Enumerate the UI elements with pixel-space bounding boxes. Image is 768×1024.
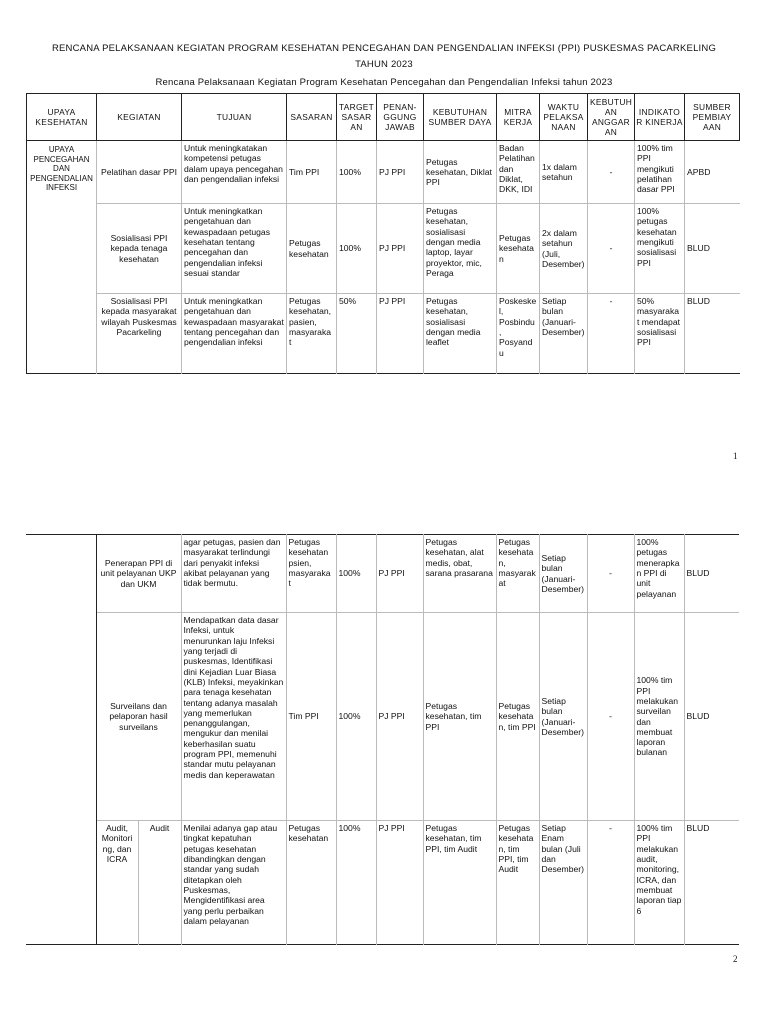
table-row xyxy=(26,613,739,821)
table-row xyxy=(26,535,739,613)
document-subtitle: Rencana Pelaksanaan Kegiatan Program Kesehatan Pencegahan dan Pengendalian Infeksi tahun 2023 xyxy=(155,77,613,88)
sumber-daya-cell: Petugas kesehatan, sosialisasi dengan media laptop, layar proyektor, mic, Peraga xyxy=(424,204,497,294)
table-row xyxy=(26,821,739,945)
document-year: TAHUN 2023 xyxy=(355,59,413,70)
tujuan-cell: Mendapatkan data dasar Infeksi, untuk menurunkan laju Infeksi yang terjadi di puskesmas, Identifikasi dini Kejadian Luar Biasa (KLB) Infeksi, meyakinkan para tenaga kesehatan tentang adanya masalah yang memerlukan penanggulangan, mengukur dan menilai keberhasilan suatu program PPI, memenuhi standar mutu pelayanan medis dan keperawatan xyxy=(181,613,286,821)
kegiatan-cell: Sosialisasi PPI kepada tenaga kesehatan xyxy=(97,204,182,294)
sasaran-cell: Petugas kesehatan xyxy=(286,821,336,945)
target-cell: 100% xyxy=(336,613,376,821)
sumber-daya-cell: Petugas kesehatan, tim PPI, tim Audit xyxy=(423,821,496,945)
col-header-mitra-kerja: MITRA KERJA xyxy=(497,94,540,141)
sumber-cell: APBD xyxy=(685,141,740,204)
tujuan-cell: agar petugas, pasien dan masyarakat terlindungi dari penyakit infeksi akibat pelayanan yang tidak bermutu. xyxy=(181,535,286,613)
document-title: RENCANA PELAKSANAAN KEGIATAN PROGRAM KESEHATAN PENCEGAHAN DAN PENGENDALIAN INFEKSI (PPI) PUSKESMAS PACARKELING xyxy=(51,43,717,54)
sumber-cell: BLUD xyxy=(684,821,739,945)
sasaran-cell: Petugas kesehatan xyxy=(287,204,337,294)
kegiatan-cell: Penerapan PPI di unit pelayanan UKP dan UKM xyxy=(96,535,181,613)
kegiatan-cell: Surveilans dan pelaporan hasil surveilans xyxy=(96,613,181,821)
sumber-cell: BLUD xyxy=(685,204,740,294)
mitra-cell: Petugas kesehata n, tim PPI, tim Audit xyxy=(496,821,539,945)
mitra-cell: Poskeske l, Posbindu, Posyandu xyxy=(497,294,540,374)
kegiatan-cell: Sosialisasi PPI kepada masyarakat wilayah Puskesmas Pacarkeling xyxy=(97,294,182,374)
col-header-waktu: WAKTU PELAKSA NAAN xyxy=(540,94,588,141)
pj-cell: PJ PPI xyxy=(376,613,423,821)
upaya-label: UPAYA PENCEGAHAN DAN PENGENDALIAN INFEKSI xyxy=(30,145,93,193)
pj-cell: PJ PPI xyxy=(377,204,424,294)
waktu-cell: Setiap bulan (Januari-Desember) xyxy=(539,613,587,821)
waktu-cell: Setiap bulan (Januari-Desember) xyxy=(539,535,587,613)
mitra-cell: Petugas kesehata n, tim PPI xyxy=(496,613,539,821)
col-header-upaya: UPAYA KESEHATAN xyxy=(27,94,97,141)
tujuan-cell: Untuk meningkatkan pengetahuan dan kewaspadaan masyarakat tentang pencegahan dan pengendalian infeksi xyxy=(182,294,287,374)
kegiatan-group-cell: Audit, Monitori ng, dan ICRA xyxy=(96,821,138,945)
pj-cell: PJ PPI xyxy=(376,535,423,613)
col-header-sasaran: SASARAN xyxy=(287,94,337,141)
sasaran-cell: Petugas kesehatan psien, masyaraka t xyxy=(286,535,336,613)
target-cell: 100% xyxy=(337,204,377,294)
anggaran-cell: - xyxy=(588,204,635,294)
target-cell: 100% xyxy=(336,535,376,613)
indikator-cell: 100% petugas kesehatan mengikuti sosialisasi PPI xyxy=(635,204,685,294)
mitra-cell: Petugas kesehata n xyxy=(497,204,540,294)
sasaran-cell: Petugas kesehatan, pasien, masyaraka t xyxy=(287,294,337,374)
sasaran-cell: Tim PPI xyxy=(286,613,336,821)
sumber-daya-cell: Petugas kesehatan, Diklat PPI xyxy=(424,141,497,204)
tujuan-cell: Menilai adanya gap atau tingkat kepatuhan petugas kesehatan dibandingkan dengan standar yang sudah ditetapkan oleh Puskesmas, Mengidentifikasi area yang perlu perbaikan dalam pelayanan xyxy=(181,821,286,945)
sasaran-cell: Tim PPI xyxy=(287,141,337,204)
col-header-kebutuhan-sumber-daya: KEBUTUHAN SUMBER DAYA xyxy=(424,94,497,141)
table-row xyxy=(27,204,740,294)
anggaran-cell: - xyxy=(588,141,635,204)
anggaran-cell: - xyxy=(587,821,634,945)
indikator-cell: 100% tim PPI melakukan surveilan dan membuat laporan bulanan xyxy=(634,613,684,821)
indikator-cell: 50% masyaraka t mendapat sosialisasi PPI xyxy=(635,294,685,374)
page-number: 2 xyxy=(733,954,738,964)
sumber-daya-cell: Petugas kesehatan, sosialisasi dengan media leaflet xyxy=(424,294,497,374)
waktu-cell: 2x dalam setahun (Juli, Desember) xyxy=(540,204,588,294)
col-header-penanggung-jawab: PENAN- GGUNG JAWAB xyxy=(377,94,424,141)
kegiatan-cell: Audit xyxy=(138,821,181,945)
table-row xyxy=(27,294,740,374)
mitra-cell: Badan Pelatihan dan Diklat, DKK, IDI xyxy=(497,141,540,204)
target-cell: 50% xyxy=(337,294,377,374)
sumber-cell: BLUD xyxy=(684,613,739,821)
tujuan-cell: Untuk meningkatakan kompetensi petugas dalam upaya pencegahan dan pengendalian infeksi xyxy=(182,141,287,204)
col-header-indikator: INDIKATO R KINERJA xyxy=(635,94,685,141)
anggaran-cell: - xyxy=(587,535,634,613)
table-row xyxy=(27,141,740,204)
upaya-cell-blank xyxy=(26,535,96,945)
indikator-cell: 100% tim PPI melakukan audit, monitoring, ICRA, dan membuat laporan tiap 6 xyxy=(634,821,684,945)
sumber-cell: BLUD xyxy=(684,535,739,613)
waktu-cell: Setiap bulan (Januari-Desember) xyxy=(540,294,588,374)
plan-table-page2 xyxy=(26,534,739,945)
mitra-cell: Petugas kesehata n, masyarak at xyxy=(496,535,539,613)
table-header-row xyxy=(27,94,740,141)
col-header-target: TARGET SASAR AN xyxy=(337,94,377,141)
pj-cell: PJ PPI xyxy=(377,294,424,374)
page-number: 1 xyxy=(733,451,738,461)
indikator-cell: 100% tim PPI mengikuti pelatihan dasar PPI xyxy=(635,141,685,204)
waktu-cell: Setiap Enam bulan (Juli dan Desember) xyxy=(539,821,587,945)
col-header-sumber: SUMBER PEMBIAY AAN xyxy=(685,94,740,141)
tujuan-cell: Untuk meningkatkan pengetahuan dan kewaspadaan petugas kesehatan tentang pencegahan dan pengendalian infeksi sesuai standar xyxy=(182,204,287,294)
target-cell: 100% xyxy=(337,141,377,204)
pj-cell: PJ PPI xyxy=(376,821,423,945)
indikator-cell: 100% petugas menerapka n PPI di unit pelayanan xyxy=(634,535,684,613)
waktu-cell: 1x dalam setahun xyxy=(540,141,588,204)
plan-table-page1 xyxy=(26,93,740,374)
anggaran-cell: - xyxy=(588,294,635,374)
col-header-anggaran: KEBUTUH AN ANGGAR AN xyxy=(588,94,635,141)
kegiatan-cell: Pelatihan dasar PPI xyxy=(97,141,182,204)
sumber-daya-cell: Petugas kesehatan, tim PPI xyxy=(423,613,496,821)
pj-cell: PJ PPI xyxy=(377,141,424,204)
anggaran-cell: - xyxy=(587,613,634,821)
upaya-cell xyxy=(27,141,97,374)
sumber-daya-cell: Petugas kesehatan, alat medis, obat, sarana prasarana xyxy=(423,535,496,613)
sumber-cell: BLUD xyxy=(685,294,740,374)
target-cell: 100% xyxy=(336,821,376,945)
col-header-kegiatan: KEGIATAN xyxy=(97,94,182,141)
col-header-tujuan: TUJUAN xyxy=(182,94,287,141)
